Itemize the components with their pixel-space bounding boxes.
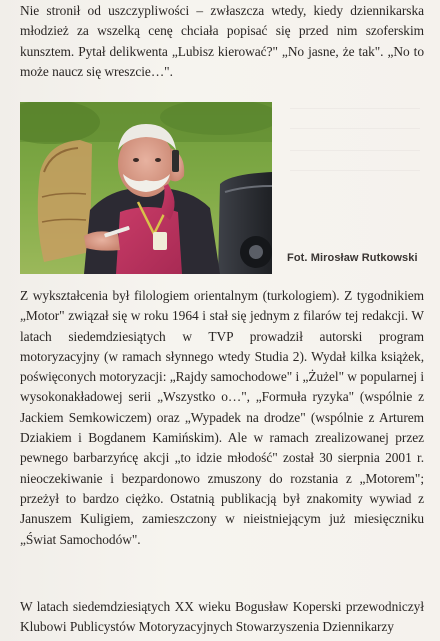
show-through-line xyxy=(290,170,420,171)
show-through-line xyxy=(290,108,420,109)
biography-paragraph: Z wykształcenia był filologiem orientalnym (turkologiem). Z tygodnikiem „Motor" związał się w roku 1964 i stał się jednym z filarów tej redakcji. W latach siedemdziesiątych w TVP prowadził autorski program motoryzacyjny (w ramach słynnego wtedy Studia 2). Wydał kilka książek, poświęconych motoryzacji: „Rajdy samochodowe" i „Żużel" w popularnej i wysokonakładowej serii „Wszystko o…", „Formuła ryzyka" (wspólnie z Jackiem Semkowiczem) oraz „Wypadek na drodze" (wspólnie z Arturem Dziakiem i Bogdanem Kamińskim). Ale w ramach zrealizowanej przez pewnego barbarzyńcę akcji „to idzie młodość" został 30 sierpnia 2001 r. nieoczekiwanie i bezpardonowo zmuszony do rozstania z „Motorem"; przeżył to bardzo ciężko. Ostatnią publikacją był znakomity wywiad z Januszem Kuligiem, zamieszczony w nieistniejącym już miesięczniku „Świat Samochodów". xyxy=(20,288,424,547)
show-through-line xyxy=(290,128,420,129)
photo-caption: Fot. Mirosław Rutkowski xyxy=(287,252,418,264)
show-through-line xyxy=(290,150,420,151)
closing-paragraph: W latach siedemdziesiątych XX wieku Bogusław Koperski przewodniczył Klubowi Publicystów Motoryzacyjnych Stowarzyszenia Dziennikarzy xyxy=(20,599,424,635)
portrait-photo xyxy=(20,102,272,274)
intro-paragraph: Nie stronił od uszczypliwości – zwłaszcza wtedy, kiedy dziennikarska młodzież za wszelką cenę chciała popisać się przed nim szoferskim kunsztem. Pytał delikwenta „Lubisz kierować?" „No jasne, że tak". „No to może naucz się wreszcie…". xyxy=(20,3,424,79)
